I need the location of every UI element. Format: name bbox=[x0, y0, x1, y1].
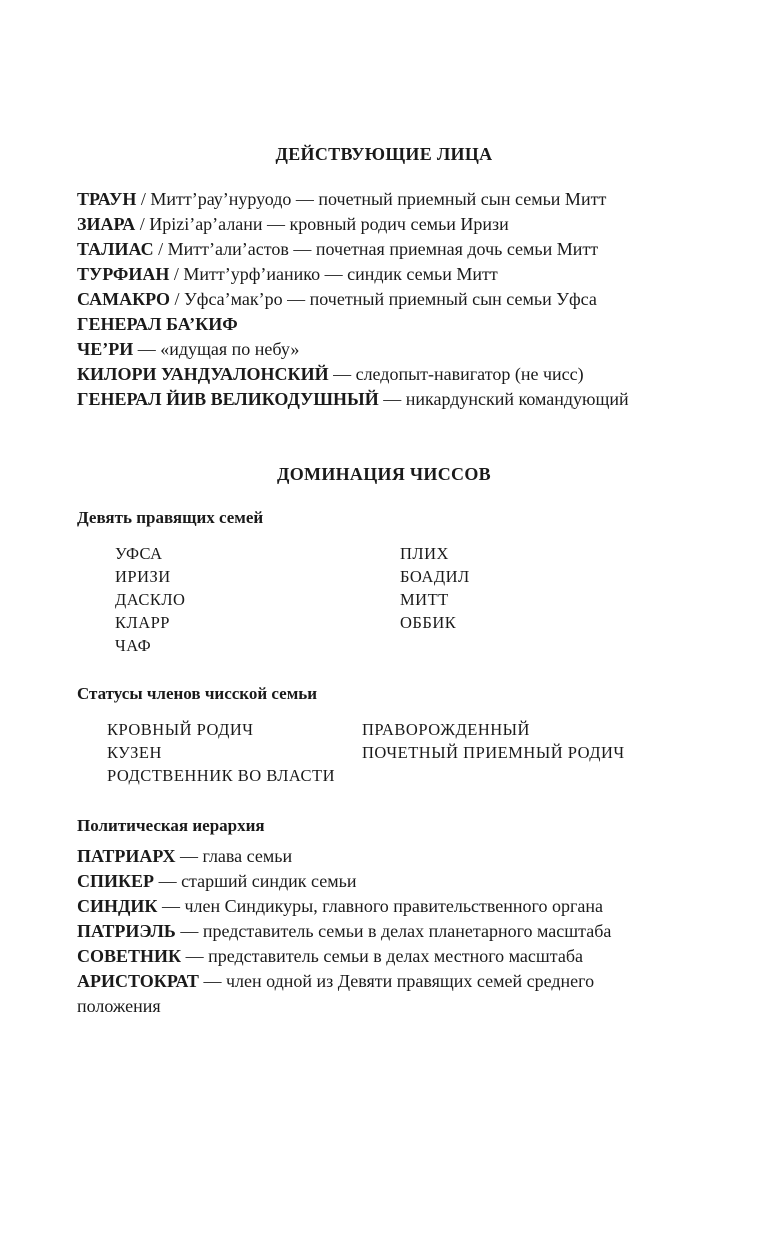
cast-entry bbox=[77, 287, 677, 312]
rank-desc: — старший синдик семьи bbox=[154, 871, 357, 891]
family-name: УФСА bbox=[115, 544, 163, 563]
hierarchy-entry bbox=[77, 919, 649, 944]
family-name: ИРИЗИ bbox=[115, 567, 171, 586]
cast-entry bbox=[77, 387, 677, 412]
rank-name: СПИКЕР bbox=[77, 871, 155, 891]
family-name: ДАСКЛО bbox=[115, 590, 186, 609]
hierarchy-entry bbox=[77, 969, 649, 994]
hierarchy-entry bbox=[77, 944, 649, 969]
cast-entry bbox=[77, 312, 677, 337]
families-column-1 bbox=[115, 542, 185, 657]
rank-desc: — представитель семьи в делах местного масштаба bbox=[181, 946, 583, 966]
cast-desc: / Митт’урф’ианико — синдик семьи Митт bbox=[169, 264, 498, 284]
cast-entry bbox=[77, 212, 677, 237]
cast-name: ЗИАРА bbox=[77, 214, 136, 234]
family-name: КЛАРР bbox=[115, 613, 170, 632]
family-name: БОАДИЛ bbox=[400, 567, 470, 586]
cast-entry bbox=[77, 262, 677, 287]
cast-name: ТРАУН bbox=[77, 189, 137, 209]
status-name: РОДСТВЕННИК ВО ВЛАСТИ bbox=[107, 766, 335, 785]
cast-desc: / Митт’али’астов — почетная приемная дочь семьи Митт bbox=[153, 239, 599, 259]
hierarchy-list bbox=[77, 844, 649, 1019]
status-name: КРОВНЫЙ РОДИЧ bbox=[107, 720, 254, 739]
cast-name: ТУРФИАН bbox=[77, 264, 170, 284]
ascendancy-title: ДОМИНАЦИЯ ЧИССОВ bbox=[277, 464, 491, 484]
cast-desc: — «идущая по небу» bbox=[133, 339, 300, 359]
cast-name: КИЛОРИ УАНДУАЛОНСКИЙ bbox=[77, 364, 329, 384]
rank-desc: — глава семьи bbox=[175, 846, 293, 866]
rank-desc: — член Синдикуры, главного правительственного органа bbox=[157, 896, 603, 916]
cast-desc: — следопыт-навигатор (не чисс) bbox=[328, 364, 584, 384]
rank-name: АРИСТОКРАТ bbox=[77, 971, 199, 991]
cast-name: ТАЛИАС bbox=[77, 239, 154, 259]
status-name: ПРАВОРОЖДЕННЫЙ bbox=[362, 720, 530, 739]
families-heading: Девять правящих семей bbox=[77, 508, 264, 527]
rank-desc: — член одной из Девяти правящих семей среднего bbox=[198, 971, 595, 991]
family-name: МИТТ bbox=[400, 590, 449, 609]
family-name: ПЛИХ bbox=[400, 544, 449, 563]
cast-desc: / Уфса’мак’ро — почетный приемный сын семьи Уфса bbox=[170, 289, 597, 309]
rank-name: ПАТРИЭЛЬ bbox=[77, 921, 176, 941]
family-name: ОББИК bbox=[400, 613, 457, 632]
rank-desc: — представитель семьи в делах планетарного масштаба bbox=[175, 921, 612, 941]
families-column-2 bbox=[400, 542, 470, 634]
rank-name: СОВЕТНИК bbox=[77, 946, 182, 966]
hierarchy-entry bbox=[77, 869, 649, 894]
hierarchy-entry-continuation: положения bbox=[77, 996, 161, 1016]
cast-desc: / Митт’рау’нуруодо — почетный приемный сын семьи Митт bbox=[136, 189, 607, 209]
statuses-column-1 bbox=[107, 718, 335, 787]
cast-name: САМАКРО bbox=[77, 289, 171, 309]
cast-entry bbox=[77, 362, 677, 387]
cast-entry bbox=[77, 337, 677, 362]
cast-entry bbox=[77, 237, 677, 262]
rank-name: СИНДИК bbox=[77, 896, 158, 916]
status-name: КУЗЕН bbox=[107, 743, 162, 762]
cast-list bbox=[77, 187, 677, 412]
cast-title: ДЕЙСТВУЮЩИЕ ЛИЦА bbox=[275, 144, 493, 164]
hierarchy-entry bbox=[77, 894, 649, 919]
cast-desc: — никардунский командующий bbox=[378, 389, 629, 409]
rank-name: ПАТРИАРХ bbox=[77, 846, 176, 866]
hierarchy-heading: Политическая иерархия bbox=[77, 816, 265, 835]
family-name: ЧАФ bbox=[115, 636, 152, 655]
hierarchy-entry bbox=[77, 844, 649, 869]
cast-name: ЧЕ’РИ bbox=[77, 339, 134, 359]
cast-desc: / Ирizi’ар’алани — кровный родич семьи Иризи bbox=[135, 214, 509, 234]
cast-name: ГЕНЕРАЛ БА’КИФ bbox=[77, 314, 238, 334]
cast-name: ГЕНЕРАЛ ЙИВ ВЕЛИКОДУШНЫЙ bbox=[77, 389, 379, 409]
statuses-column-2 bbox=[362, 718, 625, 764]
statuses-heading: Статусы членов чисской семьи bbox=[77, 684, 318, 703]
status-name: ПОЧЕТНЫЙ ПРИЕМНЫЙ РОДИЧ bbox=[362, 743, 625, 762]
cast-entry bbox=[77, 187, 677, 212]
